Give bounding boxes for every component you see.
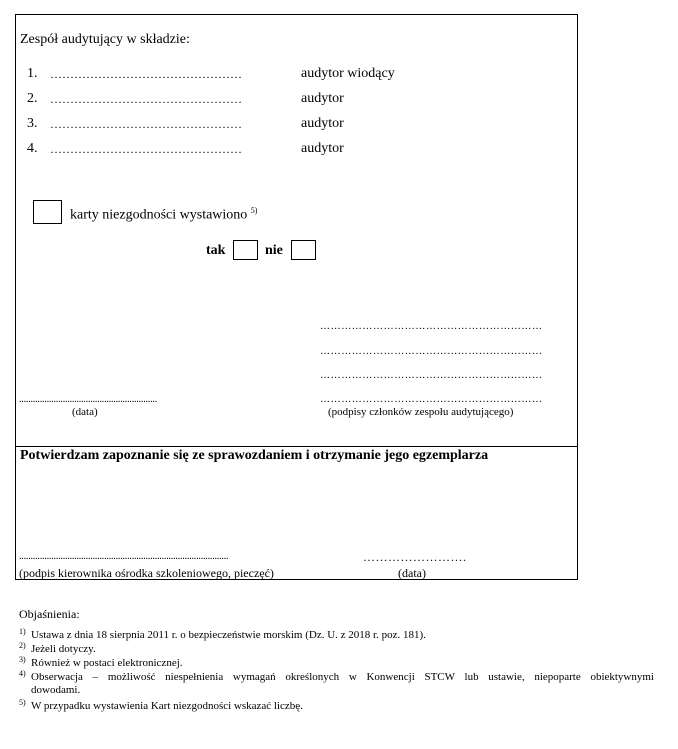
explanations-heading: Objaśnienia: [19,607,80,621]
member-signature-line[interactable]: ……………………………………………………… [320,394,543,405]
team-row-number: 1. [27,66,38,81]
footnote-number: 3) [19,655,26,664]
team-row-role: audytor [301,141,344,156]
date-signature-line[interactable]: ............................................................ [19,394,158,405]
team-row-signature-line[interactable]: ………………………………………… [50,117,242,131]
footnote-number: 5) [19,698,26,707]
team-row-number: 4. [27,141,38,156]
footnote-text: Również w postaci elektronicznej. [31,657,183,669]
members-caption: (podpisy członków zespołu audytującego) [328,406,514,418]
member-signature-line[interactable]: ……………………………………………………… [320,370,543,381]
no-checkbox[interactable] [291,240,316,260]
team-heading: Zespół audytujący w składzie: [20,32,190,47]
team-row-signature-line[interactable]: ………………………………………… [50,92,242,106]
footnote-text: Ustawa z dnia 18 sierpnia 2011 r. o bezpieczeństwie morskim (Dz. U. z 2018 r. poz. 181). [31,629,426,641]
team-row-signature-line[interactable]: ………………………………………… [50,142,242,156]
date-caption: (data) [72,406,98,418]
footnote-ref: 5) [250,206,258,215]
yes-label: tak [206,243,226,258]
confirmation-date-line[interactable]: ……………………. [363,550,467,564]
team-row-role: audytor [301,116,344,131]
manager-signature-line[interactable]: ........................................................................................... [19,551,229,562]
member-signature-line[interactable]: ……………………………………………………… [320,346,543,357]
confirmation-heading: Potwierdzam zapoznanie się ze sprawozdaniem i otrzymanie jego egzemplarza [20,448,489,463]
footnote-number: 2) [19,641,26,650]
footnote-number: 1) [19,627,26,636]
team-row-role: audytor wiodący [301,66,395,81]
manager-caption: (podpis kierownika ośrodka szkoleniowego, pieczęć) [19,566,274,580]
no-label: nie [265,243,283,258]
member-signature-line[interactable]: ……………………………………………………… [320,321,543,332]
nonconformity-label: karty niezgodności wystawiono $^{5)}$ [70,206,258,223]
team-row-signature-line[interactable]: ………………………………………… [50,67,242,81]
team-row-role: audytor [301,91,344,106]
yes-checkbox[interactable] [233,240,258,260]
team-row-number: 2. [27,91,38,106]
footnote-text-continuation: dowodami. [31,684,81,696]
team-row-number: 3. [27,116,38,131]
confirmation-date-caption: (data) [398,566,426,580]
section-divider [15,446,578,447]
nonconformity-count-box[interactable] [33,200,62,224]
footnote-text: Jeżeli dotyczy. [31,643,96,655]
footnote-text: W przypadku wystawienia Kart niezgodności wskazać liczbę. [31,700,303,712]
footnote-text: Obserwacja – możliwość niespełnienia wymagań określonych w Konwencji STCW lub ustawie, niepoparte obiektywnymi [31,671,654,683]
footnote-number: 4) [19,669,26,678]
